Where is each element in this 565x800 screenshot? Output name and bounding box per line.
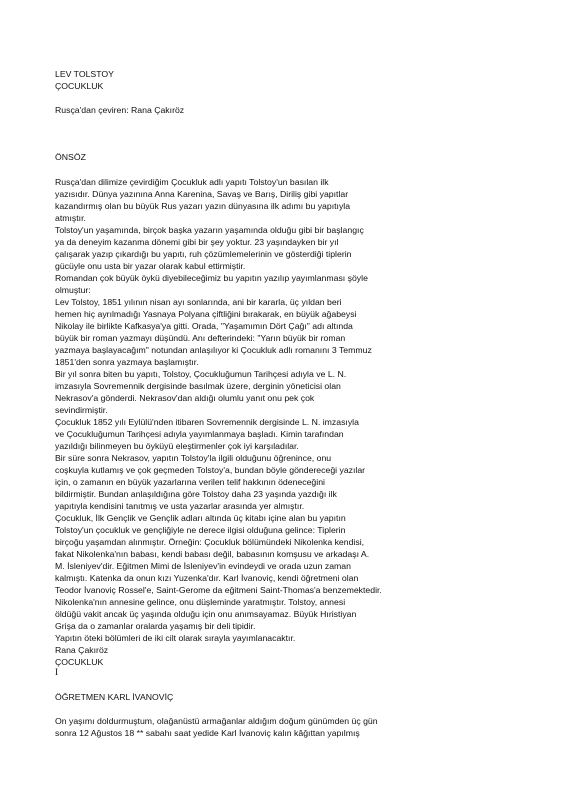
- preface-line: Rana Çakıröz: [55, 645, 109, 655]
- preface-line: Lev Tolstoy, 1851 yılının nisan ayı sonlarında, ani bir kararla, üç yıldan beri: [55, 297, 342, 307]
- preface-line: Teodor İvanoviç Rossel'e, Saint-Gerome da eğitmeni Saint-Thomas'a benzemektedir.: [55, 585, 382, 595]
- preface-line: kalmıştı. Katenka da onun kızı Yuzenka'dır. Karl İvanoviç, kendi öğretmeni olan: [55, 573, 359, 583]
- translator-credit: Rusça'dan çeviren: Rana Çakıröz: [55, 105, 185, 115]
- preface-line: ÇOCUKLUK: [55, 657, 104, 667]
- preface-line: Çocukluk 1852 yılı Eylülü'nden itibaren Sovremennik dergisinde L. N. imzasıyla: [55, 417, 359, 427]
- book-header: [55, 68, 525, 116]
- author-name: LEV TOLSTOY: [55, 69, 114, 79]
- chapter-number-text: I: [55, 668, 59, 678]
- preface-line: 1851'den sonra yazmaya başlamıştır.: [55, 357, 199, 367]
- preface-line: olmuştur:: [55, 285, 91, 295]
- preface-line: Rusça'dan dilimize çevirdiğim Çocukluk adlı yapıtı Tolstoy'un basılan ilk: [55, 177, 329, 187]
- preface-line: atmıştır.: [55, 213, 86, 223]
- preface-line: Bir yıl sonra biten bu yapıtı, Tolstoy, Çocukluğumun Tarihçesi adıyla ve L. N.: [55, 369, 347, 379]
- chapter-body: [55, 715, 525, 739]
- preface-line: fakat Nikolenka'nın babası, kendi babası değil, babasının komşusu ve arkadaşı A.: [55, 549, 370, 559]
- preface-line: gücüyle onu usta bir yazar olarak kabul ettirmiştir.: [55, 261, 246, 271]
- preface-line: Yapıtın öteki bölümleri de iki cilt olarak sırayla yayımlanacaktır.: [55, 633, 296, 643]
- preface-line: Bir süre sonra Nekrasov, yapıtın Tolstoy'la ilgili olduğunu öğrenince, onu: [55, 453, 332, 463]
- preface-line: sevindirmiştir.: [55, 405, 108, 415]
- chapter-line: On yaşımı doldurmuştum, olağanüstü armağanlar aldığım doğum günümden üç gün: [55, 716, 378, 726]
- preface-line: yazmaya başlayacağım" notundan anlaşılıyor ki Çocukluk adlı romanını 3 Temmuz: [55, 345, 372, 355]
- preface-line: öldüğü vakit ancak üç yaşında olduğu için onu anımsayamaz. Büyük Hıristiyan: [55, 609, 357, 619]
- preface-line: Romandan çok büyük öykü diyebileceğimiz bu yapıtın yazılıp yayımlanması şöyle: [55, 273, 368, 283]
- preface-line: birçoğu yaşamdan alınmıştır. Örneğin: Çocukluk bölümündeki Nikolenka kendisi,: [55, 537, 365, 547]
- preface-line: Nikolay ile birlikte Kafkasya'ya gitti. Orada, "Yaşamımın Dört Çağı" adı altında: [55, 321, 353, 331]
- preface-line: çalışarak yazıp çıkardığı bu yapıtı, ruh çözümlemelerinin ve gösterdiği tiplerin: [55, 249, 352, 259]
- preface-line: kazandırmış olan bu büyük Rus yazarı yazın dünyasına ilk adımı bu yapıtıyla: [55, 201, 351, 211]
- preface-line: Çocukluk, İlk Gençlik ve Gençlik adları altında üç kitabı içine alan bu yapıtın: [55, 513, 346, 523]
- preface-line: imzasıyla Sovremennik dergisinde basılmak üzere, derginin yöneticisi olan: [55, 381, 341, 391]
- preface-line: Tolstoy'un yaşamında, birçok başka yazarın yaşamında olduğu gibi bir başlangıç: [55, 225, 364, 235]
- preface-line: büyük bir roman yazmayı düşündü. Anı defterindeki: "Yarın büyük bir roman: [55, 333, 346, 343]
- preface-line: Grişa da o zamanlar oralarda yaşamış bir deli tipidir.: [55, 621, 256, 631]
- chapter-title-text: ÖĞRETMEN KARL İVANOVİÇ: [55, 692, 174, 702]
- chapter-number: [55, 667, 525, 679]
- preface-line: yazıldığı bilinmeyen bu öyküyü eleştirmenler çok iyi karşıladılar.: [55, 441, 299, 451]
- preface-line: için, o zamanın en büyük yazarlarına verilen telif hakkının ödeneceğini: [55, 477, 325, 487]
- chapter-line: sonra 12 Ağustos 18 ** sabahı saat yedide Karl İvanoviç kalın kâğıttan yapılmış: [55, 728, 360, 738]
- preface-body: [55, 176, 525, 668]
- book-title: ÇOCUKLUK: [55, 81, 104, 91]
- preface-line: M. İsleniyev'dir. Eğitmen Mimi de İsleniyev'in evindeydi ve orada uzun zaman: [55, 561, 351, 571]
- preface-line: ve Çocukluğumun Tarihçesi adıyla yayımlanmaya başladı. Kimin tarafından: [55, 429, 344, 439]
- chapter-title: [55, 691, 525, 703]
- preface-line: yapıtıyla kendisini tanıtmış ve usta yazarlar arasında yer almıştır.: [55, 501, 305, 511]
- preface-title: ÖNSÖZ: [55, 152, 86, 162]
- preface-line: yazısıdır. Dünya yazınına Anna Karenina, Savaş ve Barış, Diriliş gibi yapıtlar: [55, 189, 349, 199]
- preface-line: hemen hiç ayrılmadığı Yasnaya Polyana çiftliğini bırakarak, en büyük ağabeysi: [55, 309, 357, 319]
- preface-line: ya da deneyim kazanma dönemi gibi bir şey yoktur. 23 yaşındayken bir yıl: [55, 237, 339, 247]
- preface-line: Nikolenka'nın annesine gelince, onu düşleminde yaratmıştır. Tolstoy, annesi: [55, 597, 346, 607]
- preface-heading: [55, 151, 525, 163]
- preface-line: bildirmiştir. Bundan anlaşıldığına göre Tolstoy daha 23 yaşında yazdığı ilk: [55, 489, 337, 499]
- preface-line: coşkuyla kutlamış ve çok geçmeden Tolstoy'a, bundan böyle göndereceği yazılar: [55, 465, 366, 475]
- preface-line: Tolstoy'un çocukluk ve gençliğiyle ne derece ilgisi olduğuna gelince: Tiplerin: [55, 525, 346, 535]
- preface-line: Nekrasov'a gönderdi. Nekrasov'dan aldığı olumlu yanıt onu pek çok: [55, 393, 315, 403]
